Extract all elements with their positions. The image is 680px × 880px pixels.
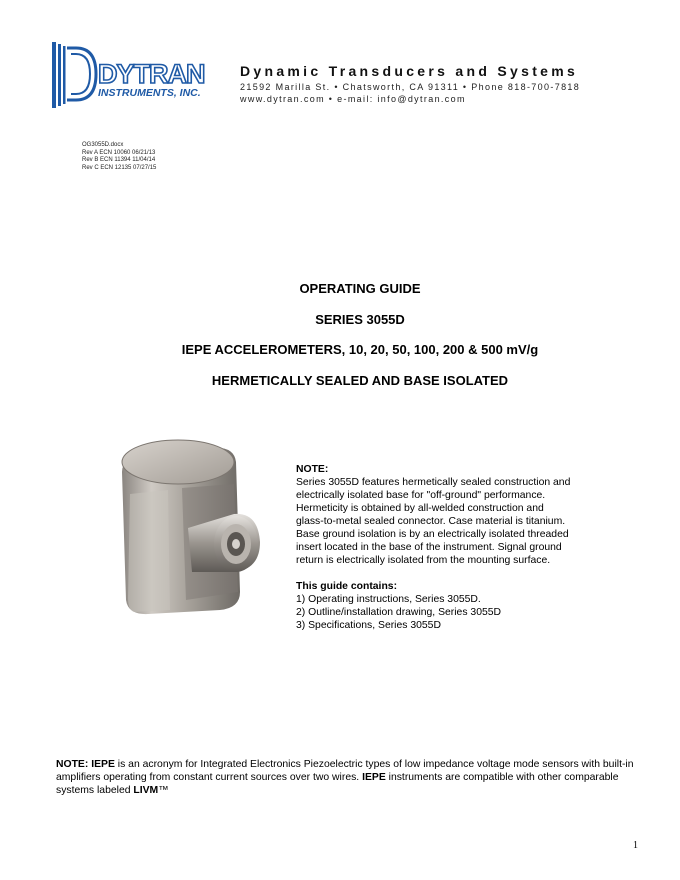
svg-text:DYTRAN: DYTRAN bbox=[98, 59, 205, 89]
title-hermetic: HERMETICALLY SEALED AND BASE ISOLATED bbox=[211, 373, 509, 388]
footnote-livm: LIVM bbox=[133, 785, 159, 796]
company-name: Dynamic Transducers and Systems bbox=[240, 63, 579, 79]
note-line: Hermeticity is obtained by all-welded construction and bbox=[296, 503, 544, 514]
note-line: Series 3055D features hermetically sealed construction and bbox=[296, 477, 571, 488]
footnote-text: is an acronym for Integrated Electronics Piezoelectric types of low impedance voltage mode sensors with built-in amplifiers operating from constant current sources over two wires. bbox=[56, 759, 634, 783]
revision-line: Rev B ECN 11394 11/04/14 bbox=[82, 157, 156, 163]
footnote-text: instruments are compatible with other comparable systems labeled bbox=[56, 772, 619, 796]
contents-item: 1) Operating instructions, Series 3055D. bbox=[296, 594, 481, 605]
company-web-email: www.dytran.com • e-mail: info@dytran.com bbox=[240, 94, 466, 104]
dytran-logo bbox=[52, 38, 232, 112]
title-operating-guide: OPERATING GUIDE bbox=[299, 281, 421, 296]
contents-item: 3) Specifications, Series 3055D bbox=[296, 620, 441, 631]
revision-line: OG3055D.docx bbox=[82, 142, 124, 148]
note-line: return is electrically isolated from the mounting surface. bbox=[296, 555, 551, 566]
note-line: insert located in the base of the instrument. Signal ground bbox=[296, 542, 562, 553]
iepe-footnote bbox=[56, 758, 646, 797]
title-accelerometers: IEPE ACCELEROMETERS, 10, 20, 50, 100, 200 & 500 mV/g bbox=[181, 342, 539, 357]
note-line: electrically isolated base for "off-ground" performance. bbox=[296, 490, 546, 501]
note-heading: NOTE: bbox=[296, 464, 329, 475]
note-block bbox=[296, 463, 626, 632]
footnote-label: NOTE: IEPE bbox=[56, 759, 115, 770]
page-number: 1 bbox=[633, 840, 638, 851]
footnote-iepe: IEPE bbox=[362, 772, 386, 783]
footnote-trademark: ™ bbox=[158, 785, 169, 796]
svg-text:INSTRUMENTS, INC.: INSTRUMENTS, INC. bbox=[98, 87, 201, 99]
note-line: Base ground isolation is by an electrically isolated threaded bbox=[296, 529, 569, 540]
title-series: SERIES 3055D bbox=[315, 312, 405, 327]
revision-line: Rev A ECN 10060 06/21/13 bbox=[82, 149, 156, 156]
contents-heading: This guide contains: bbox=[296, 581, 398, 592]
revision-block bbox=[82, 142, 156, 172]
contents-item: 2) Outline/installation drawing, Series 3055D bbox=[296, 607, 502, 618]
revision-line: Rev C ECN 12135 07/27/15 bbox=[82, 164, 157, 171]
company-address: 21592 Marilla St. • Chatsworth, CA 91311 • Phone 818-700-7818 bbox=[240, 82, 581, 92]
accelerometer-image bbox=[112, 432, 272, 616]
note-line: glass-to-metal sealed connector. Case material is titanium. bbox=[296, 516, 566, 527]
